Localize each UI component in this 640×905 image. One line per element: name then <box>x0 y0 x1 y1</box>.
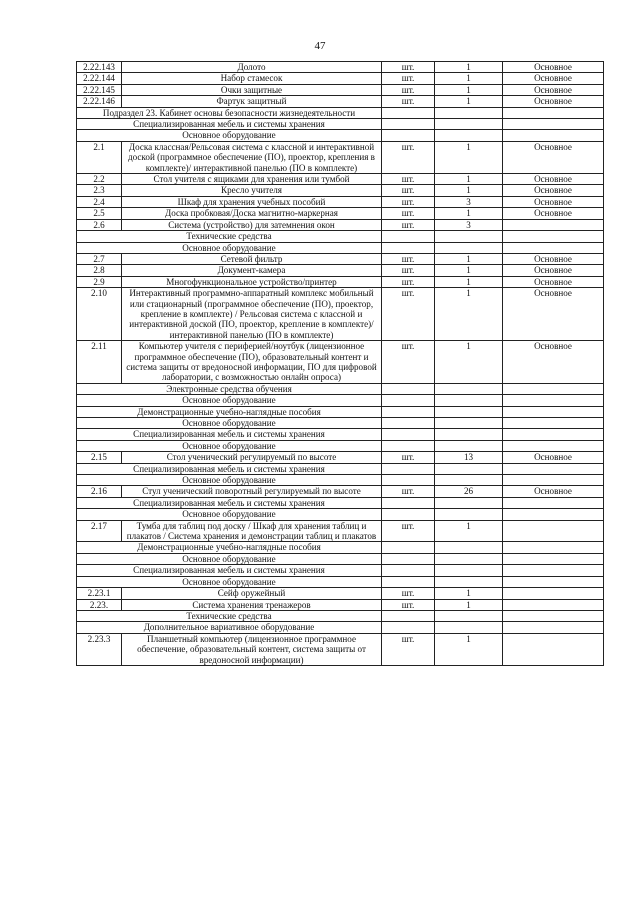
page-number: 47 <box>314 40 326 52</box>
row-unit: шт. <box>382 62 435 73</box>
empty-cell <box>435 406 503 417</box>
empty-cell <box>503 119 604 130</box>
row-number: 2.22.145 <box>77 84 122 95</box>
row-unit: шт. <box>382 288 435 341</box>
empty-cell <box>382 565 435 576</box>
empty-cell <box>503 463 604 474</box>
row-number: 2.23. <box>77 599 122 610</box>
empty-cell <box>503 509 604 520</box>
row-quantity: 1 <box>435 84 503 95</box>
empty-cell <box>382 553 435 564</box>
empty-cell <box>382 576 435 587</box>
empty-cell <box>435 383 503 394</box>
section-row <box>77 242 604 253</box>
equipment-table <box>76 61 604 666</box>
empty-cell <box>382 429 435 440</box>
empty-cell <box>503 576 604 587</box>
row-quantity: 3 <box>435 196 503 207</box>
section-heading: Электронные средства обучения <box>77 383 382 394</box>
empty-cell <box>382 509 435 520</box>
section-row <box>77 565 604 576</box>
empty-cell <box>382 242 435 253</box>
row-unit: шт. <box>382 253 435 264</box>
row-name: Тумба для таблиц под доску / Шкаф для хранения таблиц и плакатов / Система хранения и демонстрации таблиц и плакатов <box>122 520 382 542</box>
row-number: 2.9 <box>77 276 122 287</box>
empty-cell <box>503 429 604 440</box>
empty-cell <box>435 475 503 486</box>
table-row <box>77 174 604 185</box>
row-name: Фартук защитный <box>122 96 382 107</box>
section-heading: Основное оборудование <box>77 440 382 451</box>
row-type: Основное <box>503 96 604 107</box>
table-row <box>77 196 604 207</box>
row-type: Основное <box>503 253 604 264</box>
row-name: Стол учителя с ящиками для хранения или тумбой <box>122 174 382 185</box>
empty-cell <box>435 576 503 587</box>
row-quantity: 1 <box>435 253 503 264</box>
section-row <box>77 406 604 417</box>
row-type: Основное <box>503 174 604 185</box>
row-name: Кресло учителя <box>122 185 382 196</box>
empty-cell <box>503 553 604 564</box>
empty-cell <box>435 610 503 621</box>
section-heading: Подраздел 23. Кабинет основы безопасности жизнедеятельности <box>77 107 382 118</box>
row-name: Сетевой фильтр <box>122 253 382 264</box>
row-quantity: 1 <box>435 265 503 276</box>
row-number: 2.5 <box>77 208 122 219</box>
row-type: Основное <box>503 452 604 463</box>
section-row <box>77 429 604 440</box>
row-unit: шт. <box>382 265 435 276</box>
row-name: Долото <box>122 62 382 73</box>
empty-cell <box>503 406 604 417</box>
empty-cell <box>503 542 604 553</box>
section-heading: Демонстрационные учебно-наглядные пособия <box>77 542 382 553</box>
row-type <box>503 588 604 599</box>
row-quantity: 1 <box>435 62 503 73</box>
row-name: Интерактивный программно-аппаратный комплекс мобильный или стационарный (программное обеспечение (ПО), проектор, крепление в комплекте) / Рельсовая система с классной и интерактивной доской (ПО, проектор, крепление в комплекте)/ интерактивной панелью (ПО в комплекте) <box>122 288 382 341</box>
row-unit: шт. <box>382 174 435 185</box>
section-row <box>77 130 604 141</box>
section-heading: Технические средства <box>77 610 382 621</box>
row-unit: шт. <box>382 196 435 207</box>
empty-cell <box>435 553 503 564</box>
empty-cell <box>382 475 435 486</box>
section-row <box>77 418 604 429</box>
empty-cell <box>382 231 435 242</box>
row-type: Основное <box>503 486 604 497</box>
row-quantity: 1 <box>435 341 503 384</box>
row-unit: шт. <box>382 96 435 107</box>
row-quantity: 3 <box>435 219 503 230</box>
row-quantity: 13 <box>435 452 503 463</box>
table-row <box>77 73 604 84</box>
row-name: Система (устройство) для затемнения окон <box>122 219 382 230</box>
empty-cell <box>435 542 503 553</box>
empty-cell <box>435 242 503 253</box>
row-unit: шт. <box>382 486 435 497</box>
empty-cell <box>382 463 435 474</box>
empty-cell <box>435 509 503 520</box>
row-unit: шт. <box>382 141 435 173</box>
section-row <box>77 107 604 118</box>
table-row <box>77 265 604 276</box>
table-row <box>77 253 604 264</box>
row-number: 2.10 <box>77 288 122 341</box>
row-name: Доска пробковая/Доска магнитно-маркерная <box>122 208 382 219</box>
empty-cell <box>435 429 503 440</box>
section-row <box>77 553 604 564</box>
section-row <box>77 622 604 633</box>
empty-cell <box>382 119 435 130</box>
row-quantity: 26 <box>435 486 503 497</box>
row-name: Документ-камера <box>122 265 382 276</box>
table-row <box>77 276 604 287</box>
table-row <box>77 208 604 219</box>
row-unit: шт. <box>382 208 435 219</box>
row-number: 2.11 <box>77 341 122 384</box>
row-name: Система хранения тренажеров <box>122 599 382 610</box>
row-type: Основное <box>503 73 604 84</box>
empty-cell <box>503 610 604 621</box>
empty-cell <box>503 622 604 633</box>
row-type: Основное <box>503 185 604 196</box>
table-row <box>77 599 604 610</box>
row-number: 2.16 <box>77 486 122 497</box>
empty-cell <box>503 565 604 576</box>
row-unit: шт. <box>382 588 435 599</box>
empty-cell <box>382 497 435 508</box>
row-type: Основное <box>503 62 604 73</box>
row-type: Основное <box>503 196 604 207</box>
row-unit: шт. <box>382 84 435 95</box>
row-number: 2.8 <box>77 265 122 276</box>
row-quantity: 1 <box>435 520 503 542</box>
row-name: Многофункциональное устройство/принтер <box>122 276 382 287</box>
row-number: 2.1 <box>77 141 122 173</box>
row-quantity: 1 <box>435 599 503 610</box>
empty-cell <box>382 610 435 621</box>
row-type: Основное <box>503 341 604 384</box>
table-row <box>77 588 604 599</box>
section-row <box>77 395 604 406</box>
empty-cell <box>503 383 604 394</box>
row-name: Набор стамесок <box>122 73 382 84</box>
row-unit: шт. <box>382 633 435 665</box>
row-type: Основное <box>503 276 604 287</box>
row-quantity: 1 <box>435 633 503 665</box>
section-heading: Дополнительное вариативное оборудование <box>77 622 382 633</box>
row-name: Стол ученический регулируемый по высоте <box>122 452 382 463</box>
row-type <box>503 633 604 665</box>
row-number: 2.2 <box>77 174 122 185</box>
row-number: 2.22.143 <box>77 62 122 73</box>
section-heading: Основное оборудование <box>77 553 382 564</box>
row-name: Планшетный компьютер (лицензионное программное обеспечение, образовательный контент, система защиты от вредоносной информации) <box>122 633 382 665</box>
empty-cell <box>503 242 604 253</box>
row-number: 2.23.3 <box>77 633 122 665</box>
row-quantity: 1 <box>435 185 503 196</box>
table-row <box>77 452 604 463</box>
empty-cell <box>503 395 604 406</box>
row-type: Основное <box>503 208 604 219</box>
empty-cell <box>435 463 503 474</box>
row-quantity: 1 <box>435 288 503 341</box>
table-row <box>77 84 604 95</box>
row-name: Доска классная/Рельсовая система с классной и интерактивной доской (программное обеспечение (ПО), проектор, крепления в комплекте)/ интерактивной панелью (ПО в комплекте) <box>122 141 382 173</box>
row-type <box>503 520 604 542</box>
section-heading: Основное оборудование <box>77 475 382 486</box>
table-row <box>77 633 604 665</box>
table-row <box>77 141 604 173</box>
row-quantity: 1 <box>435 174 503 185</box>
section-row <box>77 509 604 520</box>
empty-cell <box>435 130 503 141</box>
row-quantity: 1 <box>435 588 503 599</box>
section-heading: Основное оборудование <box>77 576 382 587</box>
table-row <box>77 341 604 384</box>
section-heading: Специализированная мебель и системы хранения <box>77 429 382 440</box>
table-row <box>77 96 604 107</box>
row-number: 2.23.1 <box>77 588 122 599</box>
section-row <box>77 440 604 451</box>
empty-cell <box>382 418 435 429</box>
row-unit: шт. <box>382 599 435 610</box>
section-row <box>77 497 604 508</box>
empty-cell <box>503 107 604 118</box>
row-type <box>503 599 604 610</box>
row-name: Очки защитные <box>122 84 382 95</box>
table-row <box>77 486 604 497</box>
row-unit: шт. <box>382 341 435 384</box>
section-heading: Основное оборудование <box>77 509 382 520</box>
empty-cell <box>503 475 604 486</box>
row-name: Сейф оружейный <box>122 588 382 599</box>
row-unit: шт. <box>382 185 435 196</box>
section-row <box>77 383 604 394</box>
row-name: Стул ученический поворотный регулируемый по высоте <box>122 486 382 497</box>
empty-cell <box>382 395 435 406</box>
section-row <box>77 119 604 130</box>
row-quantity: 1 <box>435 208 503 219</box>
row-number: 2.22.144 <box>77 73 122 84</box>
section-heading: Специализированная мебель и системы хранения <box>77 119 382 130</box>
row-number: 2.4 <box>77 196 122 207</box>
table-row <box>77 520 604 542</box>
empty-cell <box>503 130 604 141</box>
empty-cell <box>435 119 503 130</box>
row-number: 2.7 <box>77 253 122 264</box>
empty-cell <box>435 565 503 576</box>
empty-cell <box>503 231 604 242</box>
empty-cell <box>435 440 503 451</box>
row-type: Основное <box>503 265 604 276</box>
section-row <box>77 576 604 587</box>
section-heading: Основное оборудование <box>77 395 382 406</box>
row-number: 2.17 <box>77 520 122 542</box>
row-quantity: 1 <box>435 276 503 287</box>
row-type: Основное <box>503 84 604 95</box>
empty-cell <box>435 497 503 508</box>
row-unit: шт. <box>382 452 435 463</box>
section-row <box>77 231 604 242</box>
empty-cell <box>382 622 435 633</box>
table-row <box>77 219 604 230</box>
empty-cell <box>382 383 435 394</box>
row-type: Основное <box>503 288 604 341</box>
table-row <box>77 62 604 73</box>
section-heading: Основное оборудование <box>77 242 382 253</box>
row-unit: шт. <box>382 73 435 84</box>
section-heading: Специализированная мебель и системы хранения <box>77 565 382 576</box>
row-unit: шт. <box>382 219 435 230</box>
section-heading: Демонстрационные учебно-наглядные пособия <box>77 406 382 417</box>
row-name: Шкаф для хранения учебных пособий <box>122 196 382 207</box>
empty-cell <box>435 622 503 633</box>
empty-cell <box>503 418 604 429</box>
empty-cell <box>382 406 435 417</box>
empty-cell <box>503 440 604 451</box>
row-unit: шт. <box>382 520 435 542</box>
empty-cell <box>382 107 435 118</box>
section-row <box>77 542 604 553</box>
empty-cell <box>382 130 435 141</box>
empty-cell <box>382 542 435 553</box>
row-quantity: 1 <box>435 141 503 173</box>
section-heading: Основное оборудование <box>77 418 382 429</box>
empty-cell <box>503 497 604 508</box>
row-type <box>503 219 604 230</box>
section-heading: Технические средства <box>77 231 382 242</box>
section-heading: Специализированная мебель и системы хранения <box>77 497 382 508</box>
row-quantity: 1 <box>435 73 503 84</box>
section-row <box>77 610 604 621</box>
row-quantity: 1 <box>435 96 503 107</box>
section-row <box>77 463 604 474</box>
section-row <box>77 475 604 486</box>
table-row <box>77 288 604 341</box>
row-type: Основное <box>503 141 604 173</box>
section-heading: Основное оборудование <box>77 130 382 141</box>
empty-cell <box>435 395 503 406</box>
table-row <box>77 185 604 196</box>
row-unit: шт. <box>382 276 435 287</box>
row-name: Компьютер учителя с периферией/ноутбук (лицензионное программное обеспечение (ПО), образовательный контент и система защиты от вредоносной информации, ПО для цифровой лаборатории, с возможностью онлайн опроса) <box>122 341 382 384</box>
empty-cell <box>382 440 435 451</box>
row-number: 2.3 <box>77 185 122 196</box>
row-number: 2.22.146 <box>77 96 122 107</box>
row-number: 2.15 <box>77 452 122 463</box>
empty-cell <box>435 418 503 429</box>
section-heading: Специализированная мебель и системы хранения <box>77 463 382 474</box>
empty-cell <box>435 231 503 242</box>
empty-cell <box>435 107 503 118</box>
row-number: 2.6 <box>77 219 122 230</box>
